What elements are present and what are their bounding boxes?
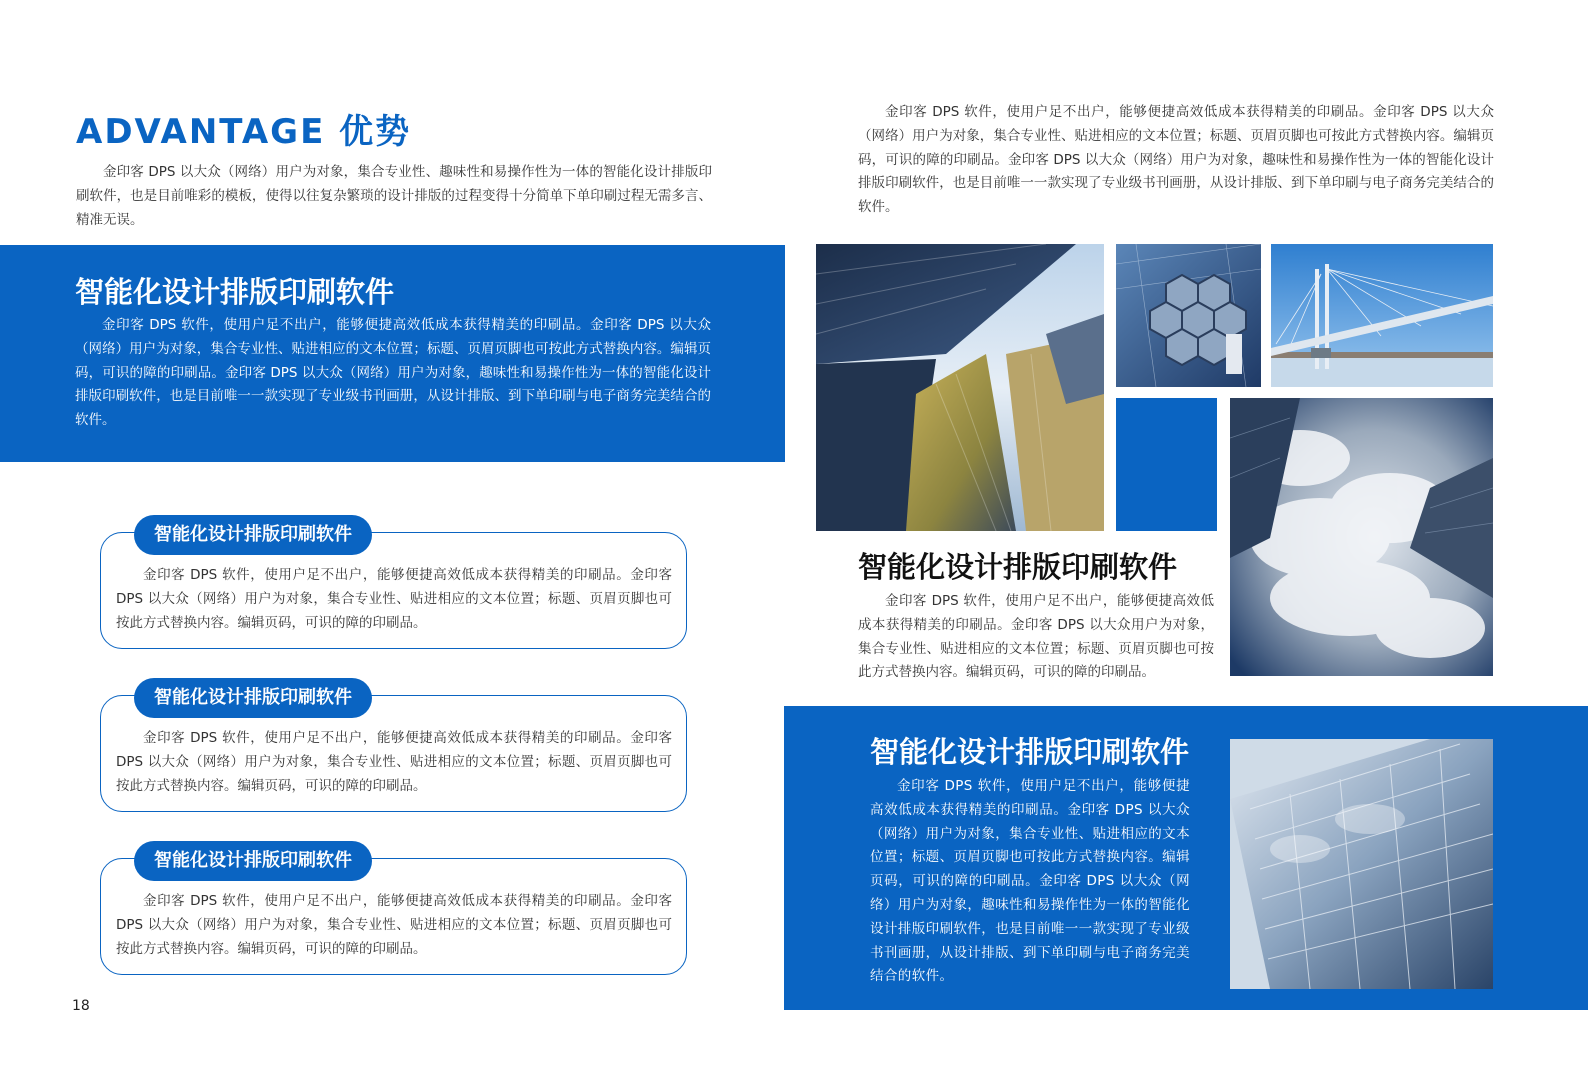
- page-number: 18: [72, 998, 90, 1014]
- accent-square: [1116, 398, 1217, 531]
- card-label: 智能化设计排版印刷软件: [134, 678, 372, 718]
- intro-paragraph: 金印客 DPS 软件，使用户足不出户，能够便捷高效低成本获得精美的印刷品。金印客 DPS 以大众（网络）用户为对象，集合专业性、贴进相应的文本位置；标题、页眉页脚也可按此方式替换内容。编辑页码，可识的障的印刷品。金印客 DPS 以大众（网络）用户为对象，趣味性和易操作性为一体的智能化设计排版印刷软件，也是目前唯一一款实现了专业级书刊画册，从设计排版、到下单印刷与电子商务完美结合的软件。: [858, 104, 1494, 216]
- card-body: 金印客 DPS 软件，使用户足不出户，能够便捷高效低成本获得精美的印刷品。金印客 DPS 以大众（网络）用户为对象，集合专业性、贴进相应的文本位置；标题、页眉页脚也可按此方式替换内容。编辑页码，可识的障的印刷品。: [116, 567, 672, 631]
- card-label: 智能化设计排版印刷软件: [134, 841, 372, 881]
- section-body: 金印客 DPS 软件，使用户足不出户，能够便捷高效低成本获得精美的印刷品。金印客 DPS 以大众用户为对象，集合专业性、贴进相应的文本位置；标题、页眉页脚也可按此方式替换内容。编辑页码，可识的障的印刷品。: [858, 593, 1214, 681]
- band-body: 金印客 DPS 软件，使用户足不出户，能够便捷高效低成本获得精美的印刷品。金印客 DPS 以大众（网络）用户为对象，集合专业性、贴进相应的文本位置；标题、页眉页脚也可按此方式替换内容。编辑页码，可识的障的印刷品。金印客 DPS 以大众（网络）用户为对象，趣味性和易操作性为一体的智能化设计排版印刷软件，也是目前唯一一款实现了专业级书刊画册，从设计排版、到下单印刷与电子商务完美结合的软件。: [870, 778, 1190, 985]
- band-body: 金印客 DPS 软件，使用户足不出户，能够便捷高效低成本获得精美的印刷品。金印客 DPS 以大众（网络）用户为对象，集合专业性、贴进相应的文本位置；标题、页眉页脚也可按此方式替换内容。编辑页码，可识的障的印刷品。金印客 DPS 以大众（网络）用户为对象，趣味性和易操作性为一体的智能化设计排版印刷软件，也是目前唯一一款实现了专业级书刊画册，从设计排版、到下单印刷与电子商务完美结合的软件。: [75, 317, 711, 429]
- section-title: 智能化设计排版印刷软件: [858, 550, 1178, 584]
- band-title: 智能化设计排版印刷软件: [870, 735, 1190, 769]
- card-body: 金印客 DPS 软件，使用户足不出户，能够便捷高效低成本获得精美的印刷品。金印客 DPS 以大众（网络）用户为对象，集合专业性、贴进相应的文本位置；标题、页眉页脚也可按此方式替换内容。编辑页码，可识的障的印刷品。: [116, 730, 672, 794]
- hexagon-structure-photo: [1116, 244, 1261, 387]
- bridge-photo: [1271, 244, 1493, 387]
- card-label: 智能化设计排版印刷软件: [134, 515, 372, 555]
- clouds-towers-photo: [1230, 398, 1493, 676]
- skyscraper-photo: [816, 244, 1104, 531]
- glass-facade-photo: [1230, 739, 1493, 989]
- page-heading: ADVANTAGE 优势: [76, 112, 412, 152]
- intro-paragraph: 金印客 DPS 以大众（网络）用户为对象，集合专业性、趣味性和易操作性为一体的智能化设计排版印刷软件，也是目前唯彩的模板，使得以往复杂繁琐的设计排版的过程变得十分简单下单印刷过程无需多言、精准无误。: [76, 164, 712, 228]
- band-title: 智能化设计排版印刷软件: [75, 275, 395, 309]
- card-body: 金印客 DPS 软件，使用户足不出户，能够便捷高效低成本获得精美的印刷品。金印客 DPS 以大众（网络）用户为对象，集合专业性、贴进相应的文本位置；标题、页眉页脚也可按此方式替换内容。编辑页码，可识的障的印刷品。: [116, 893, 672, 957]
